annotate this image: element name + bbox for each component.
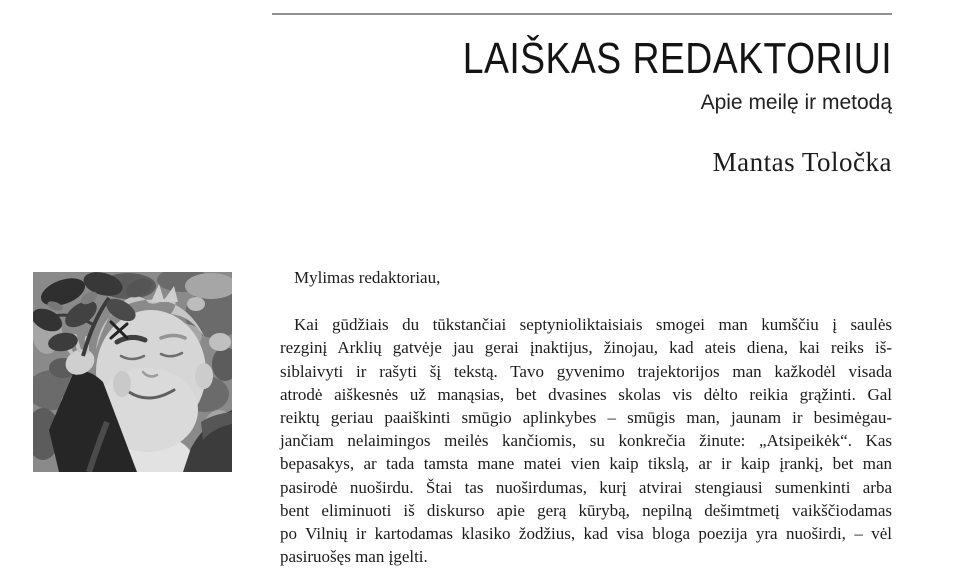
page-title — [272, 36, 892, 82]
body-text-column — [280, 266, 892, 568]
body-text-line: rezginį Arklių gatvėje jau gerai įnaktijus, žinojau, kad ateis diena, kai reiks iš- — [280, 338, 892, 358]
header-rule — [272, 13, 892, 15]
body-text-line: jančiam nelaimingos meilės kančiomis, su konkrečia žinute: „Atsipeikėk“. Kas — [280, 431, 892, 451]
author-photo-illustration — [33, 272, 232, 472]
page-subtitle: Apie meilę ir metodą — [700, 91, 892, 114]
salutation: Mylimas redaktoriau, — [294, 268, 441, 287]
body-text-line: reiktų geriau paaiškinti smūgio aplinkybes – smūgis man, jaunam ir besimėgau- — [280, 408, 892, 428]
body-text-line: pasirodė nuoširdu. Štai tas nuoširdumas, kurį atvirai stengiausi sumenkinti arba — [280, 477, 892, 497]
body-text-line: atrodė aiškesnės už manąsias, bet dvasines skolas vis dėlto reikia grąžinti. Gal — [280, 384, 892, 404]
body-text-line: siblaivyti ir rašyti šį tekstą. Tavo gyvenimo trajektorijos man kažkodėl visada — [280, 361, 892, 381]
author-photo — [33, 272, 232, 472]
article-header — [272, 36, 892, 115]
body-paragraph — [280, 313, 892, 568]
page-title-text: LAIŠKAS REDAKTORIUI — [462, 34, 892, 83]
body-text-line: Kai gūdžiais du tūkstančiai septynioliktaisiais smogei man kumščiu į saulės — [294, 315, 892, 335]
body-text-line: bepasakys, ar tada tamsta mane matei vien kaip tikslą, ar ir kaip įrankį, bet man — [280, 454, 892, 474]
body-text-line: bent eliminuoti iš diskurso apie gerą kūrybą, nepilną dešimtmetį vaikščiodamas — [280, 500, 892, 520]
author-name: Mantas Toločka — [712, 147, 892, 177]
body-text-line: po Vilnių ir kartodamas klasiko žodžius, kad visa bloga poezija yra nuoširdi, – vėl — [280, 524, 892, 544]
body-text-line: pasiruošęs man įgelti. — [280, 547, 428, 567]
